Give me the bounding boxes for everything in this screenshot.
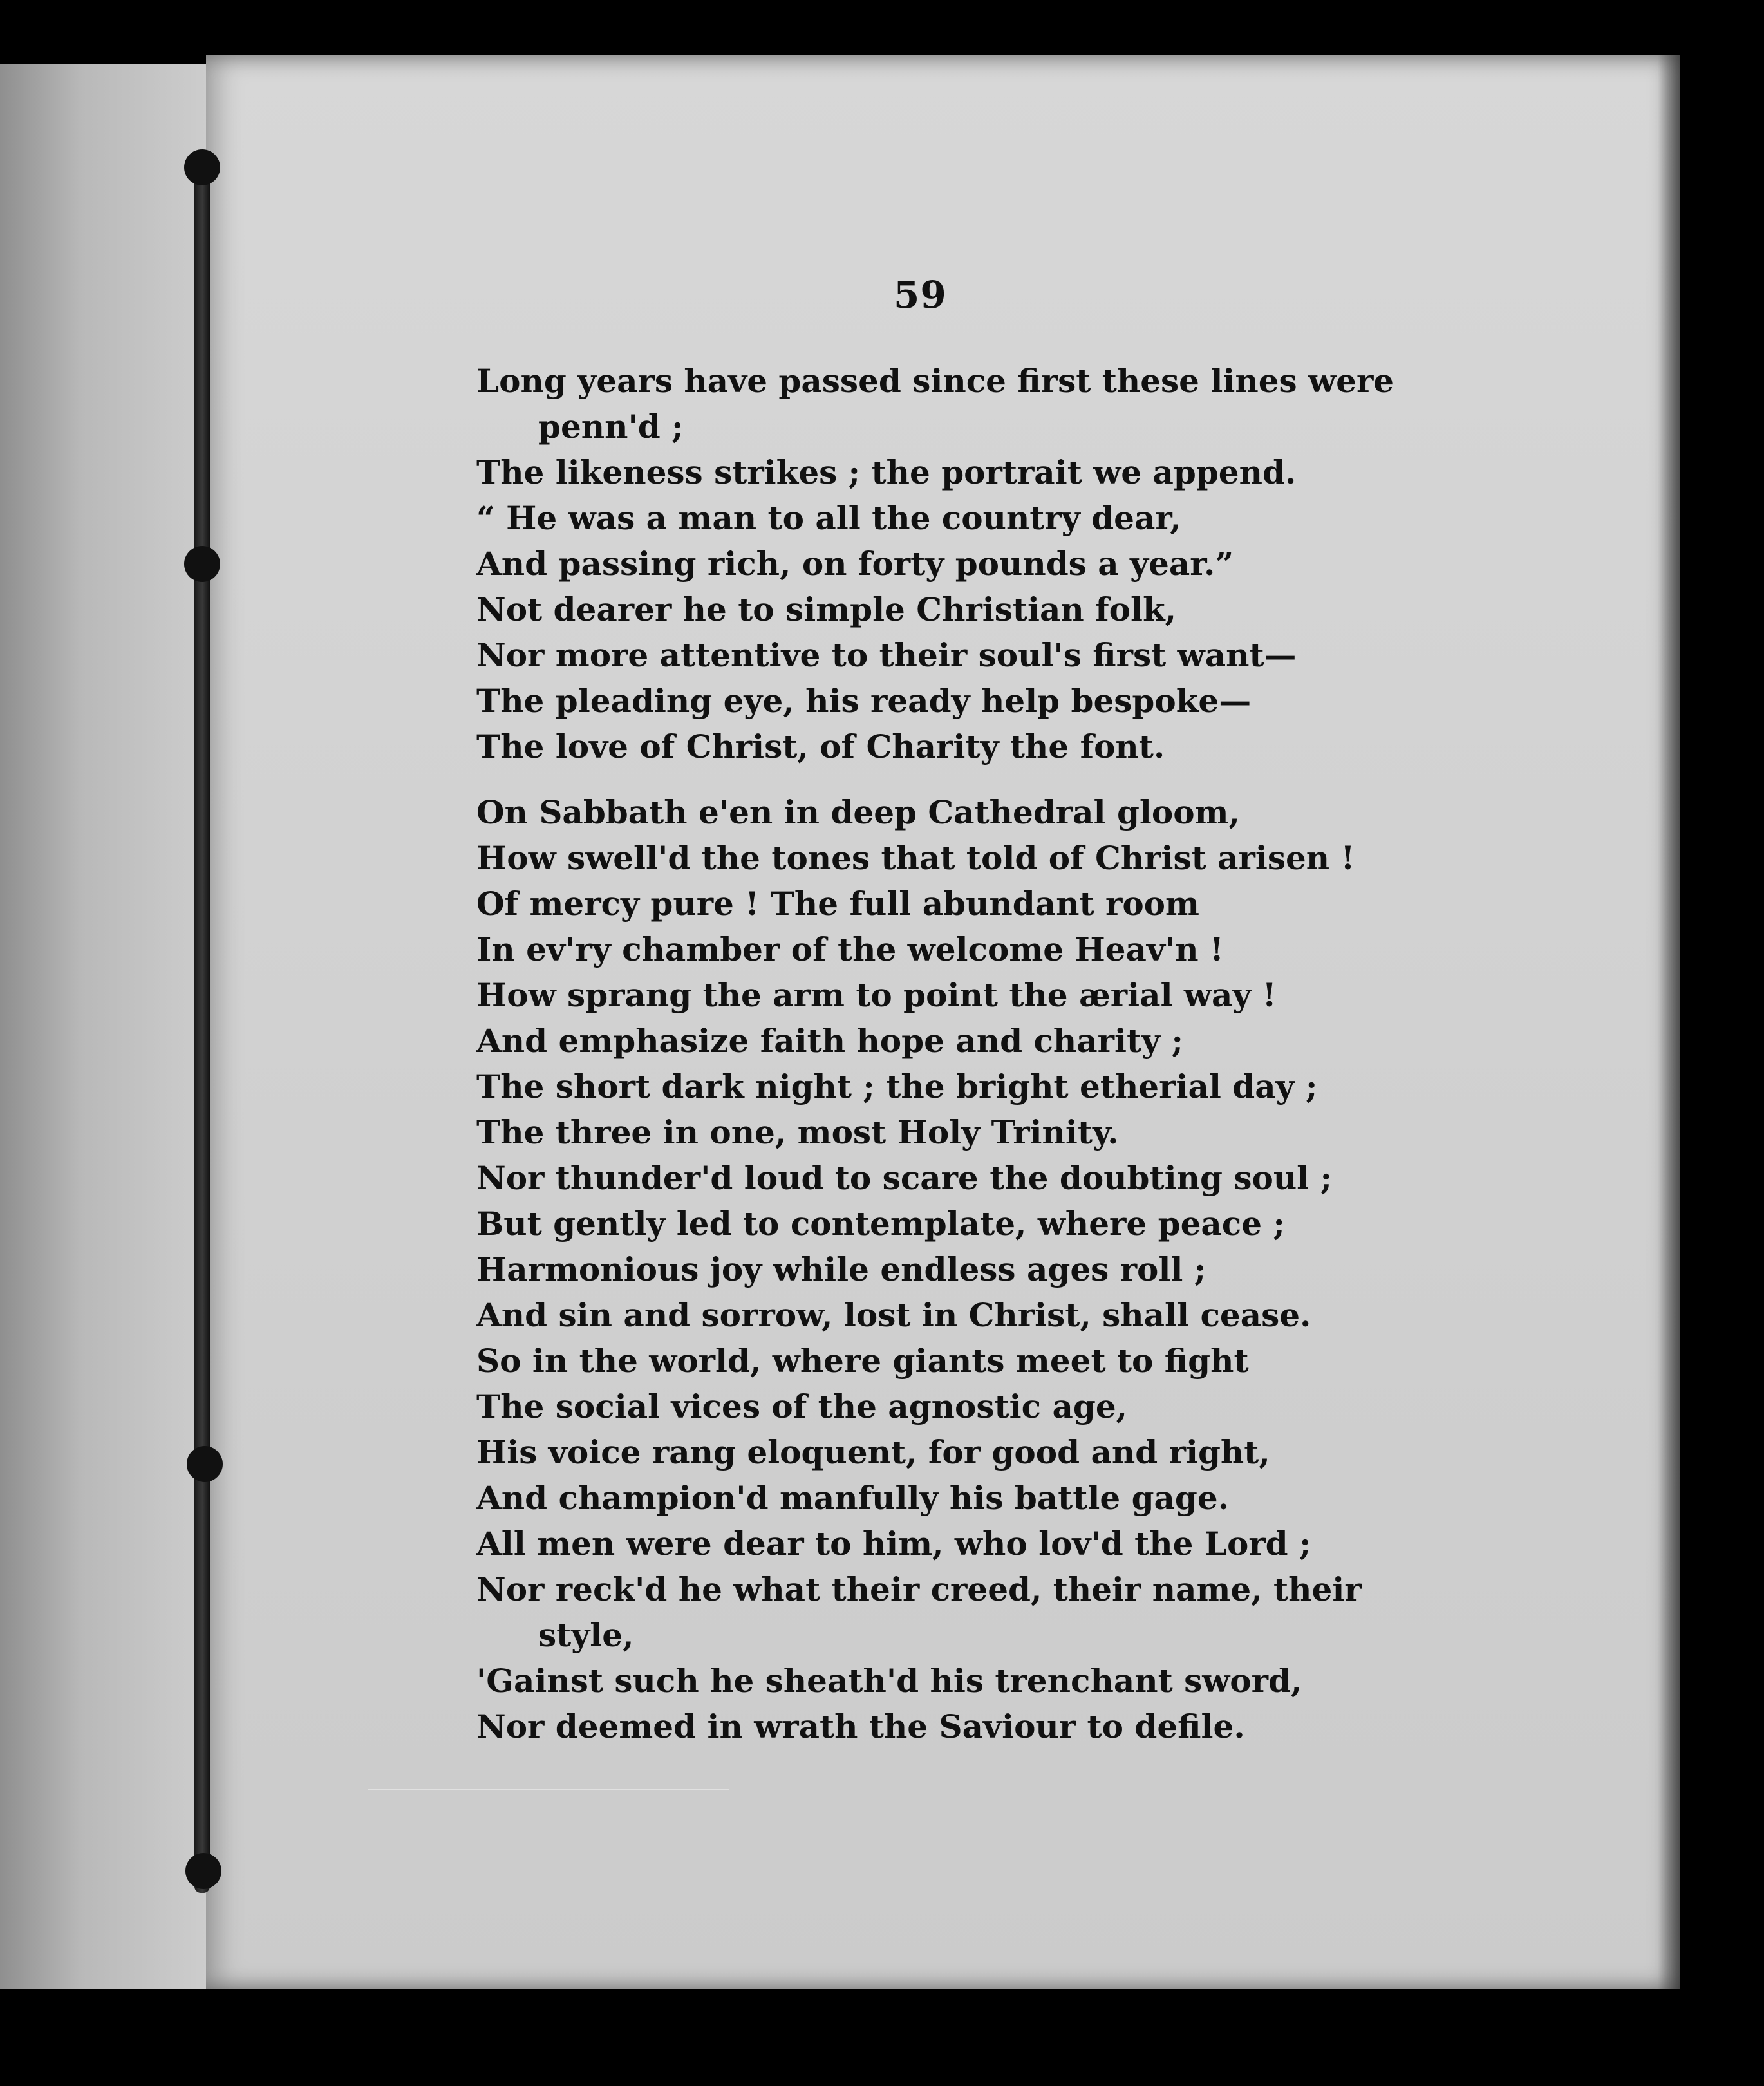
facing-page-edge — [0, 64, 206, 1989]
verse-line: Long years have passed since first these lines were — [476, 362, 1394, 400]
verse-line: How sprang the arm to point the ærial way ! — [476, 976, 1277, 1014]
verse-line: All men were dear to him, who lov'd the Lord ; — [476, 1525, 1311, 1563]
verse-line: How swell'd the tones that told of Christ arisen ! — [476, 839, 1355, 877]
binding-knot — [184, 546, 220, 582]
verse-line: Not dearer he to simple Christian folk, — [476, 590, 1177, 628]
verse-line: The likeness strikes ; the portrait we append. — [476, 453, 1297, 491]
verse-line: Nor more attentive to their soul's first want— — [476, 636, 1297, 674]
verse-line: And passing rich, on forty pounds a year.” — [476, 545, 1234, 583]
binding-knot — [185, 1853, 221, 1889]
verse-line-continuation: penn'd ; — [538, 408, 684, 446]
verse-line: The three in one, most Holy Trinity. — [476, 1113, 1119, 1151]
verse-line: Harmonious joy while endless ages roll ; — [476, 1250, 1206, 1288]
stanza-2 — [476, 789, 1391, 1749]
verse-line-continuation: style, — [538, 1616, 634, 1654]
verse-line: But gently led to contemplate, where peace ; — [476, 1205, 1285, 1243]
verse-line: So in the world, where giants meet to fight — [476, 1342, 1249, 1380]
binding-thread — [194, 155, 210, 1893]
verse-line: Nor thunder'd loud to scare the doubting soul ; — [476, 1159, 1333, 1197]
verse-line: Nor reck'd he what their creed, their name, their — [476, 1570, 1362, 1608]
verse-line: The short dark night ; the bright etherial day ; — [476, 1067, 1318, 1105]
verse-line: The love of Christ, of Charity the font. — [476, 728, 1165, 766]
verse-line: In ev'ry chamber of the welcome Heav'n ! — [476, 930, 1224, 968]
verse-line: 'Gainst such he sheath'd his trenchant sword, — [476, 1662, 1302, 1700]
verse-line: His voice rang eloquent, for good and right, — [476, 1433, 1270, 1471]
binding-knot — [187, 1446, 223, 1482]
faint-rule — [368, 1789, 729, 1790]
verse-line: The social vices of the agnostic age, — [476, 1387, 1128, 1425]
verse-line: And sin and sorrow, lost in Christ, shall cease. — [476, 1296, 1311, 1334]
verse-line: And emphasize faith hope and charity ; — [476, 1022, 1183, 1060]
stanza-1 — [476, 358, 1394, 769]
verse-line: Of mercy pure ! The full abundant room — [476, 885, 1199, 923]
page-number: 59 — [894, 273, 947, 317]
verse-line: “ He was a man to all the country dear, — [476, 499, 1181, 537]
verse-line: The pleading eye, his ready help bespoke— — [476, 682, 1252, 720]
verse-line: Nor deemed in wrath the Saviour to defile. — [476, 1707, 1245, 1745]
verse-line: On Sabbath e'en in deep Cathedral gloom, — [476, 793, 1240, 831]
binding-knot — [184, 149, 220, 185]
page-edge-shadow — [1658, 55, 1687, 1989]
verse-line: And champion'd manfully his battle gage. — [476, 1479, 1230, 1517]
